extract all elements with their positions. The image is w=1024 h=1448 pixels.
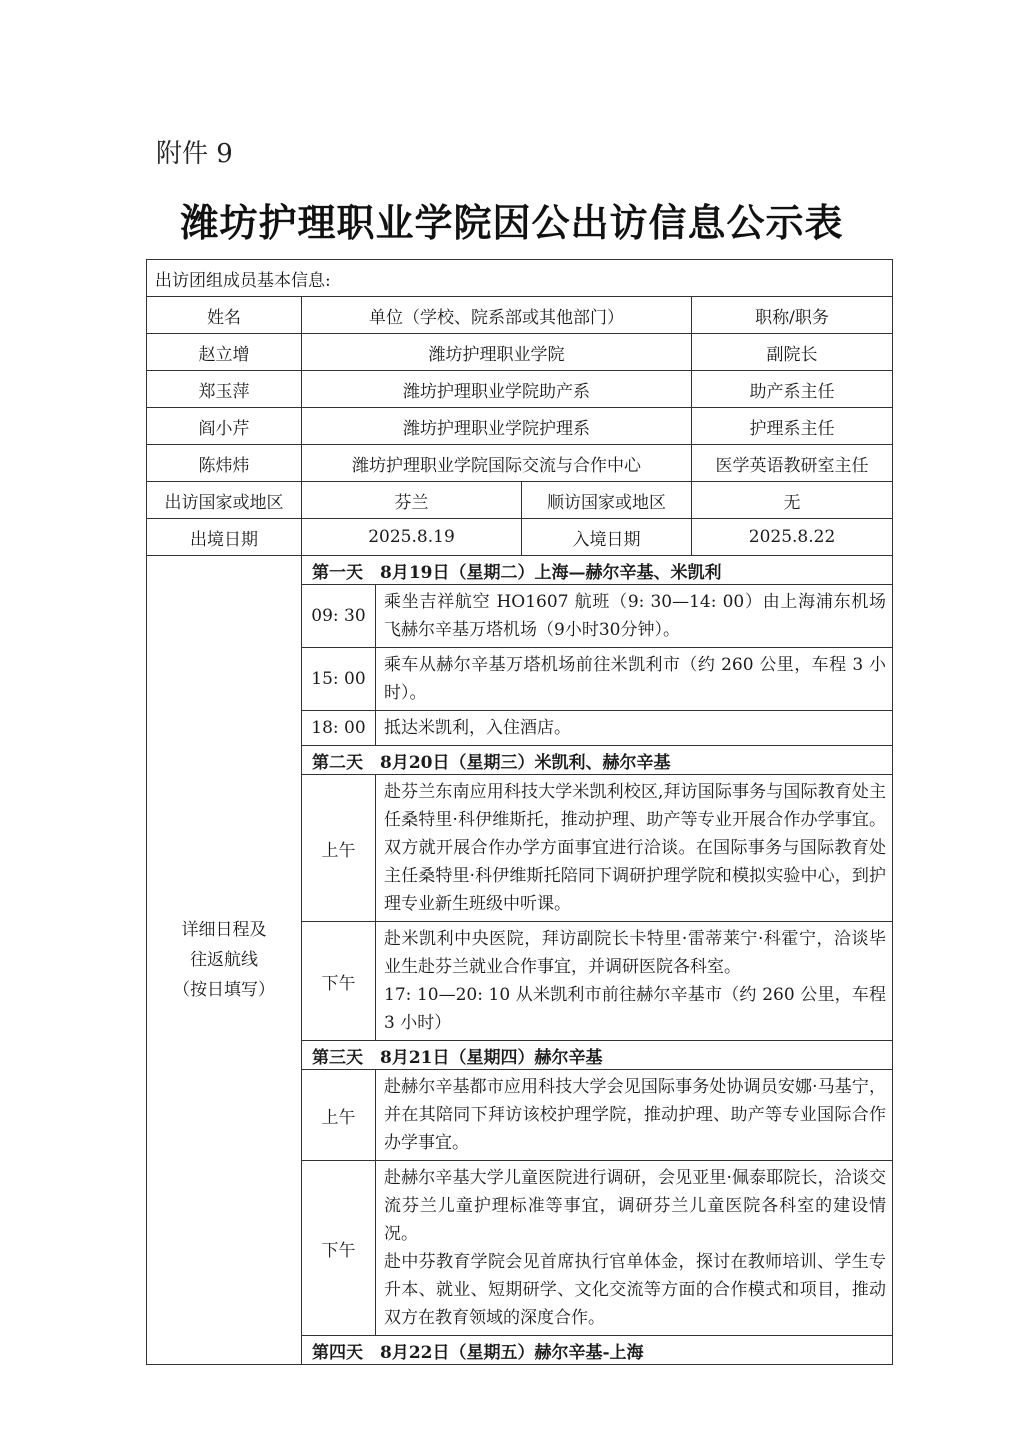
- schedule-text-line: 赴中芬教育学院会见首席执行官单体金，探讨在教师培训、学生专升本、就业、短期研学、文化交流等方面的合作模式和项目，推动双方在教育领域的深度合作。: [384, 1252, 887, 1328]
- schedule-text-line: 17: 10—20: 10 从米凯利市前往赫尔辛基市（约 260 公里，车程 3 小时）: [384, 985, 887, 1033]
- schedule-text: 赴赫尔辛基都市应用科技大学会见国际事务处协调员安娜·马基宁，并在其陪同下拜访该校护理学院，推动护理、助产等专业国际合作办学事宜。: [376, 1070, 893, 1161]
- member-title: 护理系主任: [692, 408, 893, 445]
- member-unit: 潍坊护理职业学院助产系: [302, 371, 692, 408]
- transit-label: 顺访国家或地区: [522, 482, 692, 519]
- schedule-time: 09: 30: [302, 585, 376, 648]
- schedule-text: [376, 1161, 893, 1336]
- member-row: [147, 334, 893, 371]
- section-label: 出访团组成员基本信息:: [147, 260, 893, 297]
- day-header: 第一天 8月19日（星期二）上海—赫尔辛基、米凯利: [302, 556, 893, 585]
- schedule-time: 15: 00: [302, 648, 376, 711]
- header-unit: 单位（学校、院系部或其他部门）: [302, 297, 692, 334]
- member-name: 郑玉萍: [147, 371, 302, 408]
- entry-date-label: 入境日期: [522, 519, 692, 556]
- schedule-text-line: 赴米凯利中央医院，拜访副院长卡特里·雷蒂莱宁·科霍宁，洽谈毕业生赴芬兰就业合作事宜，并调研医院各科室。: [384, 929, 887, 977]
- schedule-time: 上午: [302, 1070, 376, 1161]
- entry-date-value: 2025.8.22: [692, 519, 893, 556]
- schedule-label: [147, 556, 302, 1365]
- member-unit: 潍坊护理职业学院: [302, 334, 692, 371]
- member-title: 副院长: [692, 334, 893, 371]
- member-name: 赵立增: [147, 334, 302, 371]
- member-name: 陈炜炜: [147, 445, 302, 482]
- destination-label: 出访国家或地区: [147, 482, 302, 519]
- header-title: 职称/职务: [692, 297, 893, 334]
- schedule-text-line: 赴赫尔辛基大学儿童医院进行调研，会见亚里·佩泰耶院长，洽谈交流芬兰儿童护理标准等事宜，调研芬兰儿童医院各科室的建设情况。: [384, 1168, 887, 1244]
- header-name: 姓名: [147, 297, 302, 334]
- schedule-label-line: 详细日程及: [181, 920, 267, 940]
- member-name: 阎小芹: [147, 408, 302, 445]
- exit-date-value: 2025.8.19: [302, 519, 522, 556]
- schedule-label-line: 往返航线: [190, 950, 258, 970]
- schedule-text: [376, 922, 893, 1041]
- transit-value: 无: [692, 482, 893, 519]
- schedule-time: 下午: [302, 922, 376, 1041]
- member-unit: 潍坊护理职业学院护理系: [302, 408, 692, 445]
- schedule-text: 赴芬兰东南应用科技大学米凯利校区,拜访国际事务与国际教育处主任桑特里·科伊维斯托，推动护理、助产等专业开展合作办学事宜。双方就开展合作办学方面事宜进行洽谈。在国际事务与国际教育处主任桑特里·科伊维斯托陪同下调研护理学院和模拟实验中心，到护理专业新生班级中听课。: [376, 775, 893, 922]
- page-title: 潍坊护理职业学院因公出访信息公示表: [180, 200, 844, 245]
- schedule-time: 下午: [302, 1161, 376, 1336]
- member-title: 医学英语教研室主任: [692, 445, 893, 482]
- schedule-text: 抵达米凯利，入住酒店。: [376, 711, 893, 746]
- member-title: 助产系主任: [692, 371, 893, 408]
- day-header: 第三天 8月21日（星期四）赫尔辛基: [302, 1041, 893, 1070]
- day-header: 第四天 8月22日（星期五）赫尔辛基-上海: [302, 1336, 893, 1365]
- destination-value: 芬兰: [302, 482, 522, 519]
- day-header: 第二天 8月20日（星期三）米凯利、赫尔辛基: [302, 746, 893, 775]
- member-unit: 潍坊护理职业学院国际交流与合作中心: [302, 445, 692, 482]
- schedule-time: 18: 00: [302, 711, 376, 746]
- member-row: [147, 371, 893, 408]
- exit-date-label: 出境日期: [147, 519, 302, 556]
- schedule-time: 上午: [302, 775, 376, 922]
- member-row: [147, 408, 893, 445]
- member-row: [147, 445, 893, 482]
- visit-info-table: [146, 259, 893, 1365]
- schedule-text: 乘坐吉祥航空 HO1607 航班（9: 30—14: 00）由上海浦东机场飞赫尔辛基万塔机场（9小时30分钟）。: [376, 585, 893, 648]
- schedule-label-line: （按日填写）: [173, 980, 275, 1000]
- schedule-text: 乘车从赫尔辛基万塔机场前往米凯利市（约 260 公里，车程 3 小时）。: [376, 648, 893, 711]
- attachment-label: 附件 9: [156, 139, 233, 169]
